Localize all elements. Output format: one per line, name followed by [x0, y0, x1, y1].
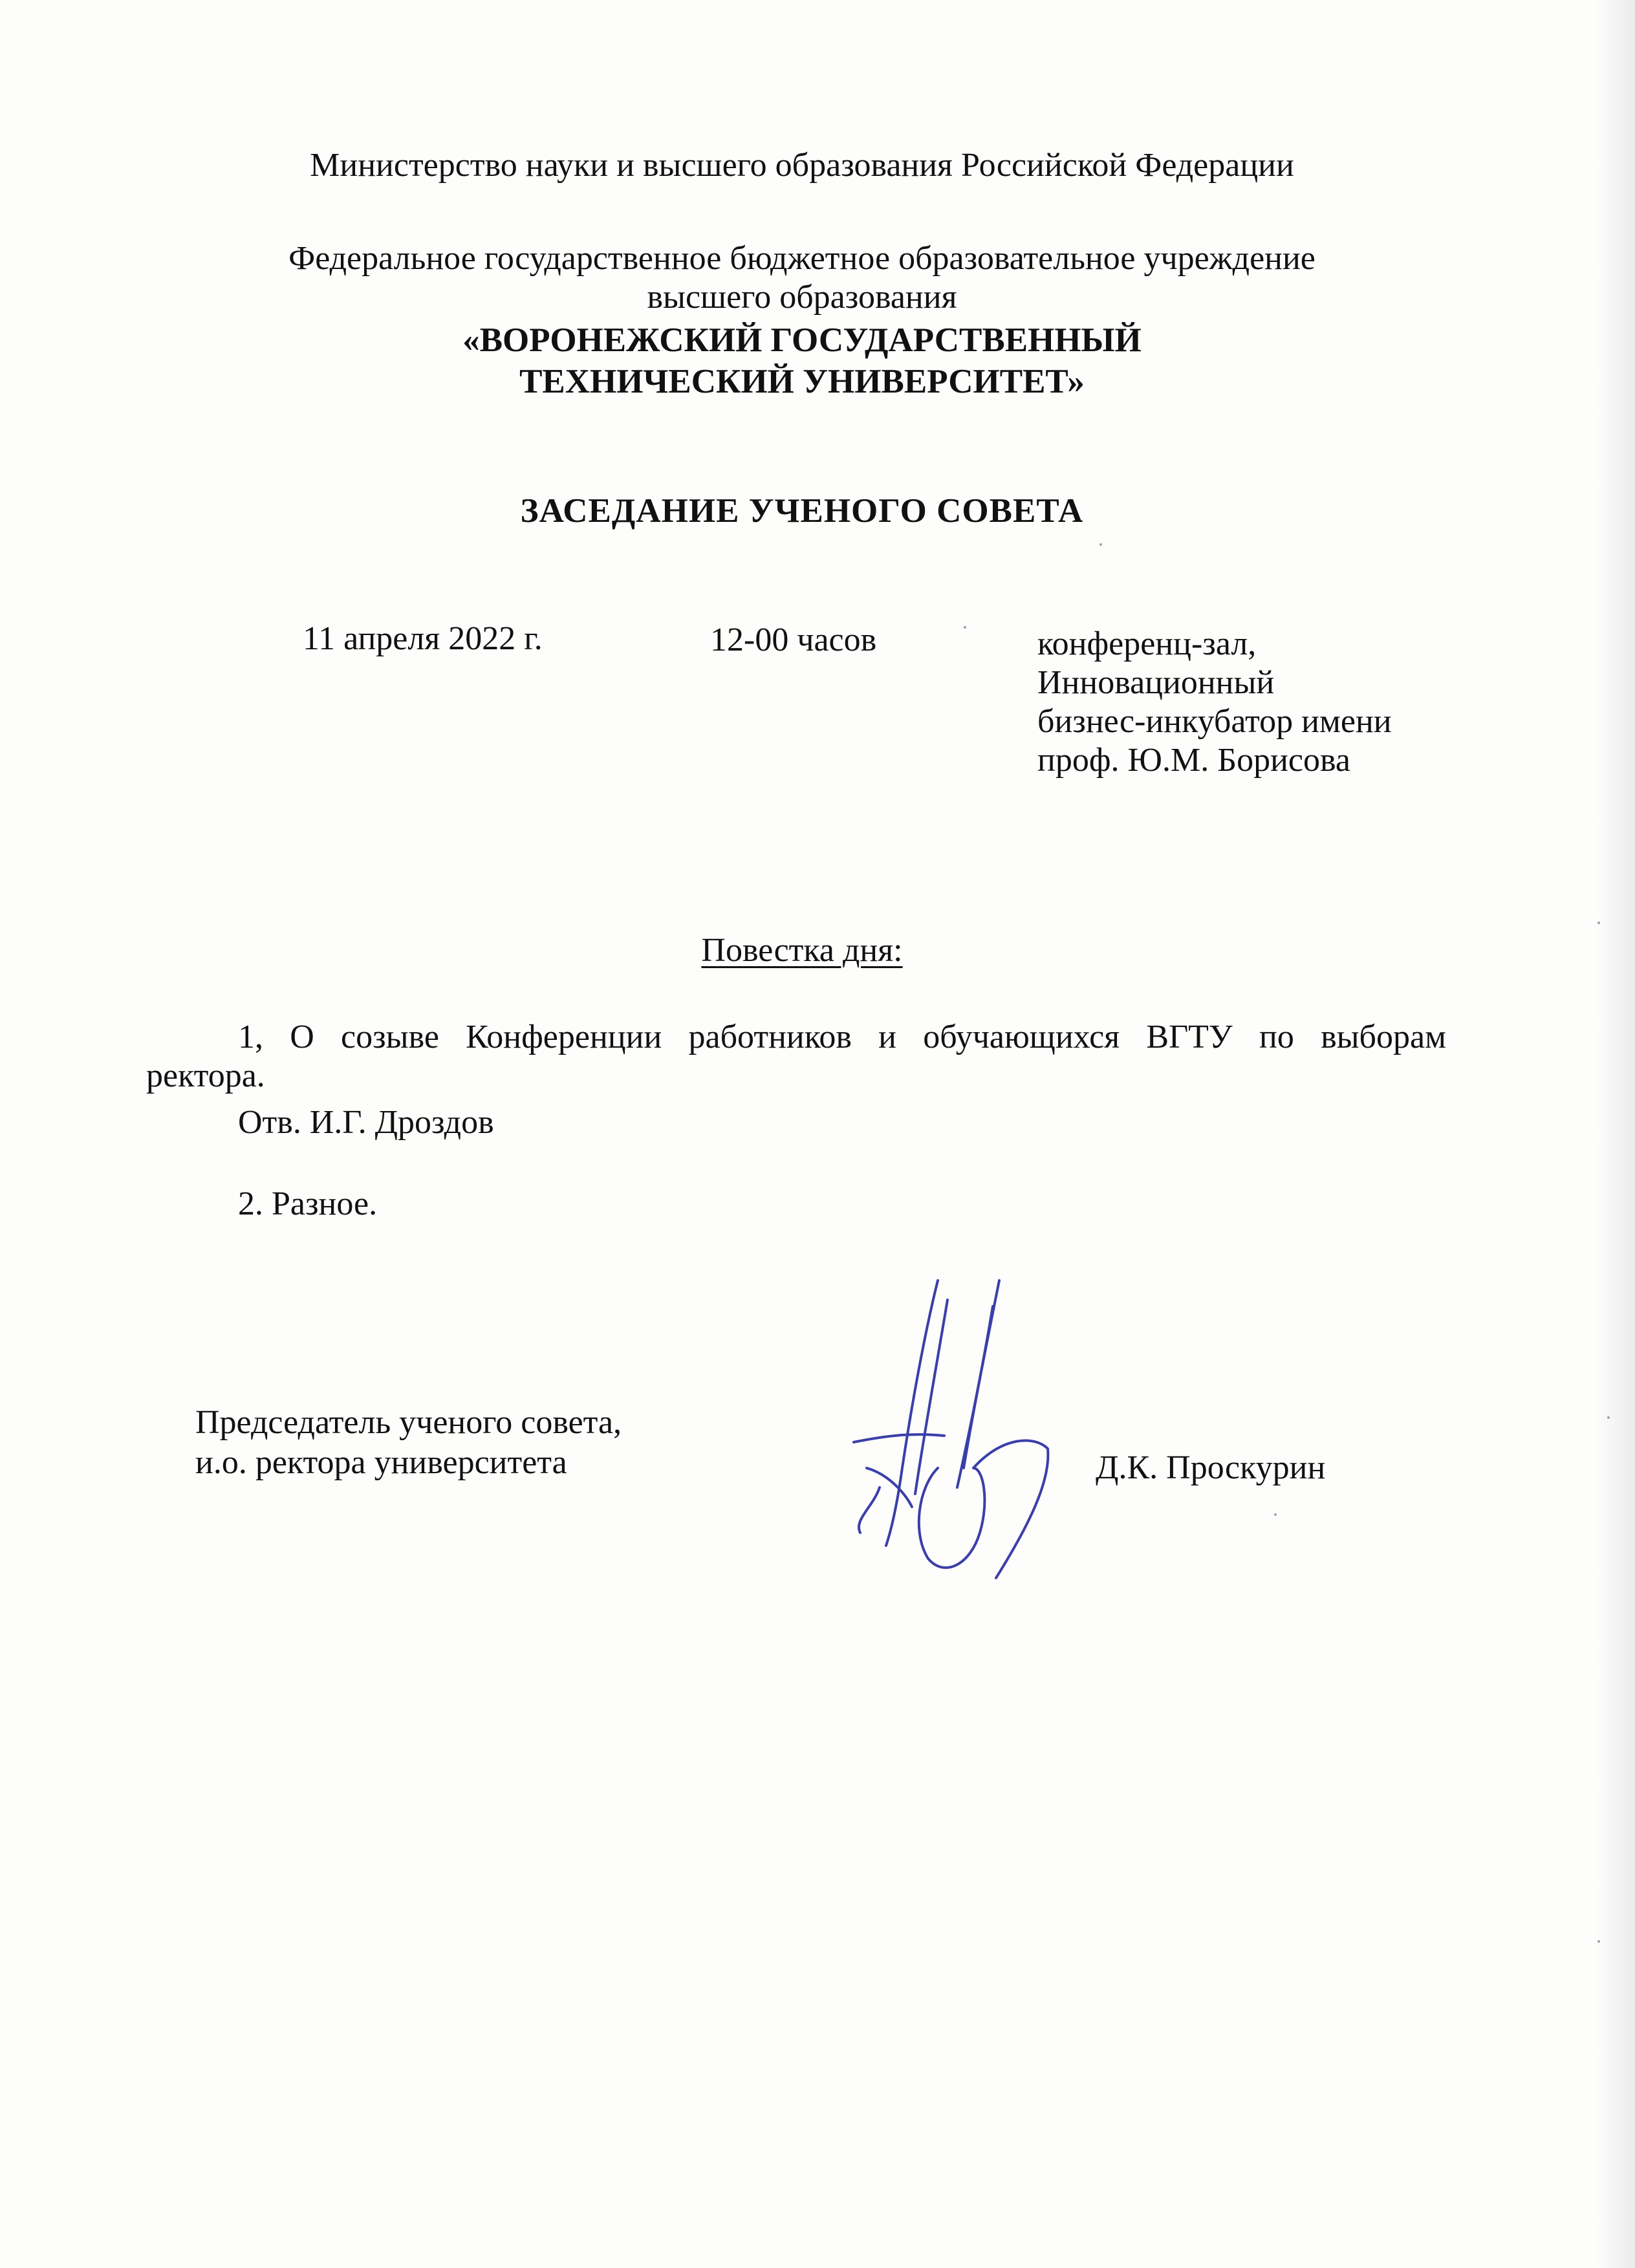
agenda-item-2: 2. Разное. [238, 1185, 378, 1222]
scan-speck [1607, 1416, 1610, 1419]
handwritten-signature-icon [841, 1274, 1054, 1584]
venue-line: бизнес-инкубатор имени [1037, 703, 1392, 740]
agenda-heading [0, 931, 1604, 970]
venue-line: проф. Ю.М. Борисова [1037, 742, 1350, 779]
university-name-line2: ТЕХНИЧЕСКИЙ УНИВЕРСИТЕТ» [519, 363, 1085, 400]
scan-speck [964, 626, 966, 629]
venue-line: конференц-зал, [1037, 625, 1257, 662]
institution-type-line1: Федеральное государственное бюджетное образовательное учреждение [288, 240, 1316, 277]
signer-position-line1: Председатель ученого совета, [195, 1404, 622, 1441]
meeting-title: ЗАСЕДАНИЕ УЧЕНОГО СОВЕТА [520, 492, 1084, 530]
meeting-time: 12-00 часов [710, 621, 877, 658]
agenda-item-1 [146, 1018, 1446, 1096]
scan-speck [1274, 1513, 1277, 1516]
ministry-name: Министерство науки и высшего образования Российской Федерации [310, 147, 1294, 184]
meeting-date: 11 апреля 2022 г. [303, 620, 543, 657]
agenda-item-1-responsible: Отв. И.Г. Дроздов [238, 1104, 494, 1141]
meeting-venue [1037, 625, 1451, 780]
scan-speck [1597, 922, 1600, 924]
scan-speck [1099, 543, 1102, 546]
agenda-item-1-line2: ректора. [146, 1057, 265, 1094]
university-name-line1: «ВОРОНЕЖСКИЙ ГОСУДАРСТВЕННЫЙ [462, 321, 1142, 359]
signer-name: Д.К. Проскурин [1096, 1449, 1326, 1486]
agenda-item-1-line1: 1, О созыве Конференции работников и обучающихся ВГТУ по выборам [238, 1019, 1446, 1055]
institution-type-line2: высшего образования [647, 279, 957, 316]
scan-speck [1597, 1940, 1600, 1943]
signer-position-line2: и.о. ректора университета [195, 1444, 567, 1481]
agenda-heading-text: Повестка дня: [701, 932, 903, 969]
venue-line: Инновационный [1037, 664, 1275, 701]
